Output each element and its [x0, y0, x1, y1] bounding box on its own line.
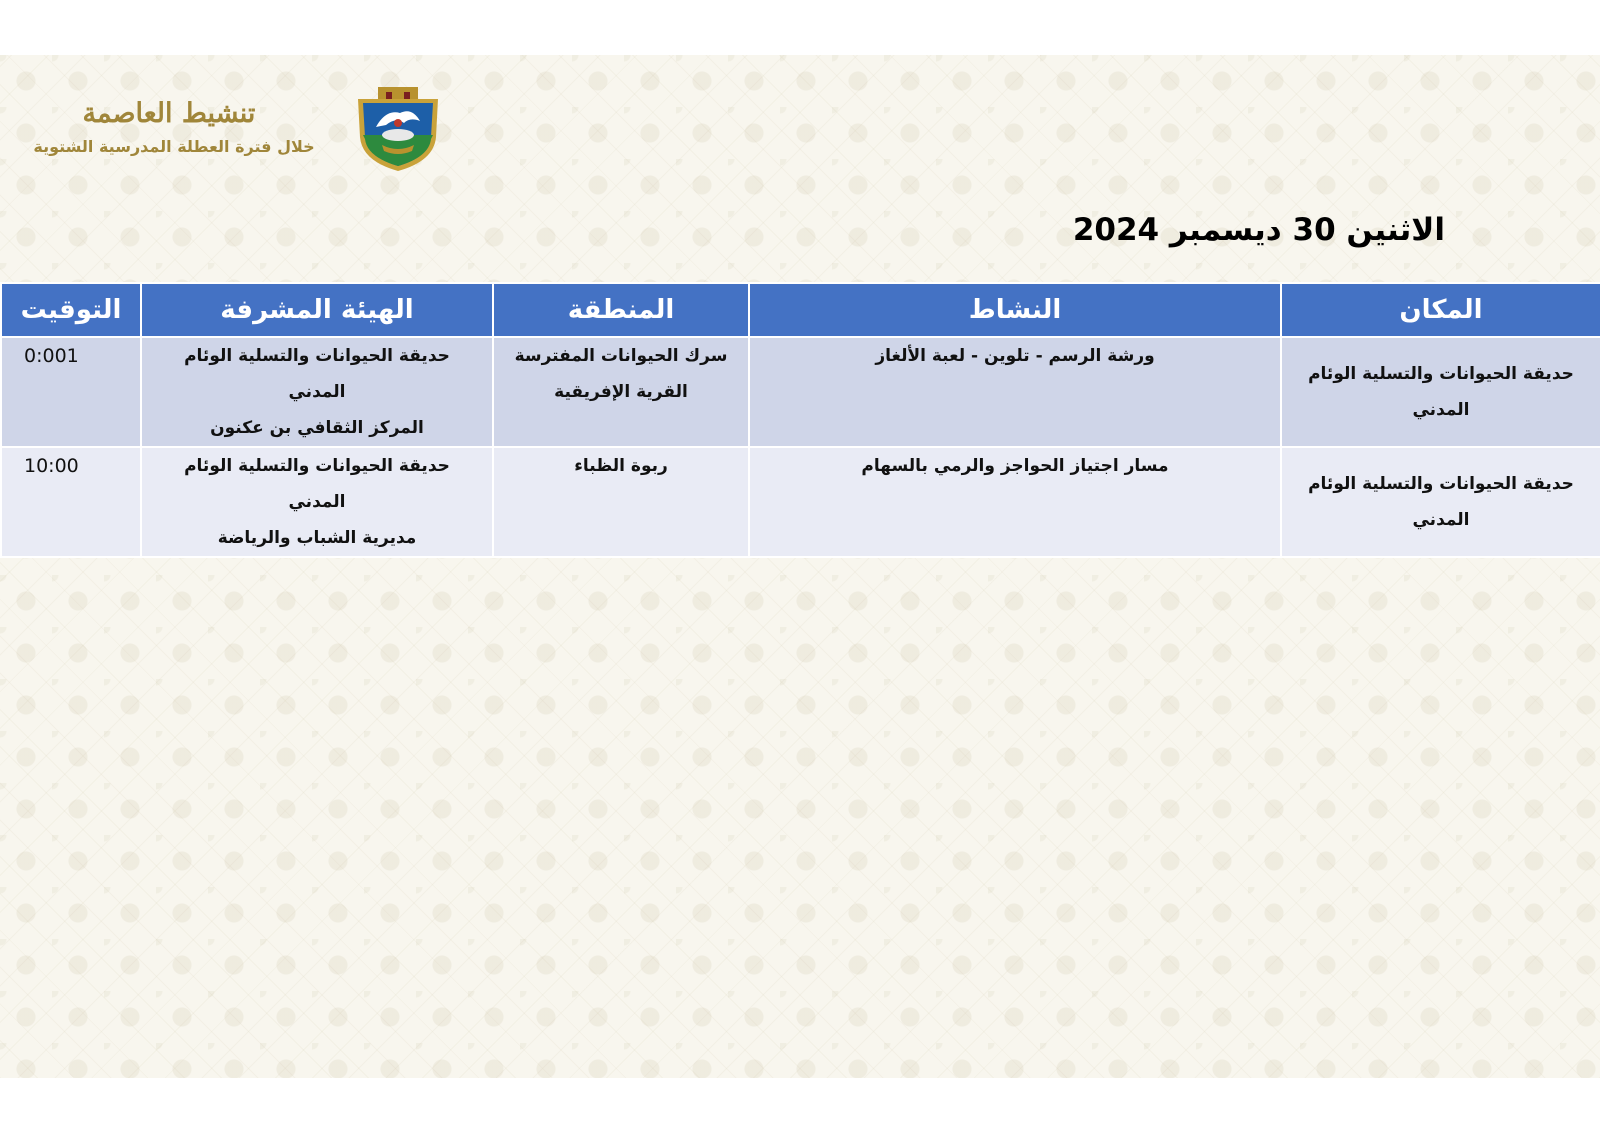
- place-cell: [1281, 337, 1600, 447]
- slide: [0, 55, 1600, 1078]
- table-row: [1, 337, 1600, 447]
- area-line: ربوة الظباء: [574, 456, 668, 476]
- organizer-line: حديقة الحيوانات والتسلية الوئام: [184, 346, 450, 366]
- column-header-organizer: الهيئة المشرفة: [141, 283, 493, 337]
- column-header-activity: النشاط: [749, 283, 1281, 337]
- activity-text: ورشة الرسم - تلوين - لعبة الألغاز: [875, 346, 1155, 366]
- activity-cell: [749, 337, 1281, 447]
- time-cell: 0:001: [1, 337, 141, 447]
- schedule-table: [0, 282, 1600, 558]
- header-title: تنشيط العاصمة: [82, 98, 256, 129]
- date-heading: الاثنين 30 ديسمبر 2024: [1072, 212, 1445, 248]
- coat-of-arms-icon: [356, 87, 440, 173]
- place-line: المدني: [1412, 400, 1470, 420]
- organizer-line: المدني: [288, 382, 346, 402]
- place-cell: [1281, 447, 1600, 557]
- column-header-time: التوقيت: [1, 283, 141, 337]
- header-block: [14, 97, 334, 159]
- place-line: حديقة الحيوانات والتسلية الوئام: [1308, 474, 1574, 494]
- area-cell: [493, 447, 749, 557]
- header-subtitle: خلال فترة العطلة المدرسية الشتوية: [33, 137, 315, 156]
- organizer-line: مديرية الشباب والرياضة: [217, 528, 417, 548]
- organizer-line: المدني: [288, 492, 346, 512]
- organizer-line: المركز الثقافي بن عكنون: [210, 418, 424, 438]
- time-cell: 10:00: [1, 447, 141, 557]
- organizer-cell: [141, 447, 493, 557]
- organizer-line: حديقة الحيوانات والتسلية الوئام: [184, 456, 450, 476]
- area-cell: [493, 337, 749, 447]
- activity-text: مسار اجتياز الحواجز والرمي بالسهام: [861, 456, 1169, 476]
- table-header-row: [1, 283, 1600, 337]
- column-header-place: المكان: [1281, 283, 1600, 337]
- activity-cell: [749, 447, 1281, 557]
- table-row: [1, 447, 1600, 557]
- place-line: المدني: [1412, 510, 1470, 530]
- area-line: القرية الإفريقية: [554, 382, 688, 402]
- place-line: حديقة الحيوانات والتسلية الوئام: [1308, 364, 1574, 384]
- organizer-cell: [141, 337, 493, 447]
- column-header-area: المنطقة: [493, 283, 749, 337]
- area-line: سرك الحيوانات المفترسة: [514, 346, 728, 366]
